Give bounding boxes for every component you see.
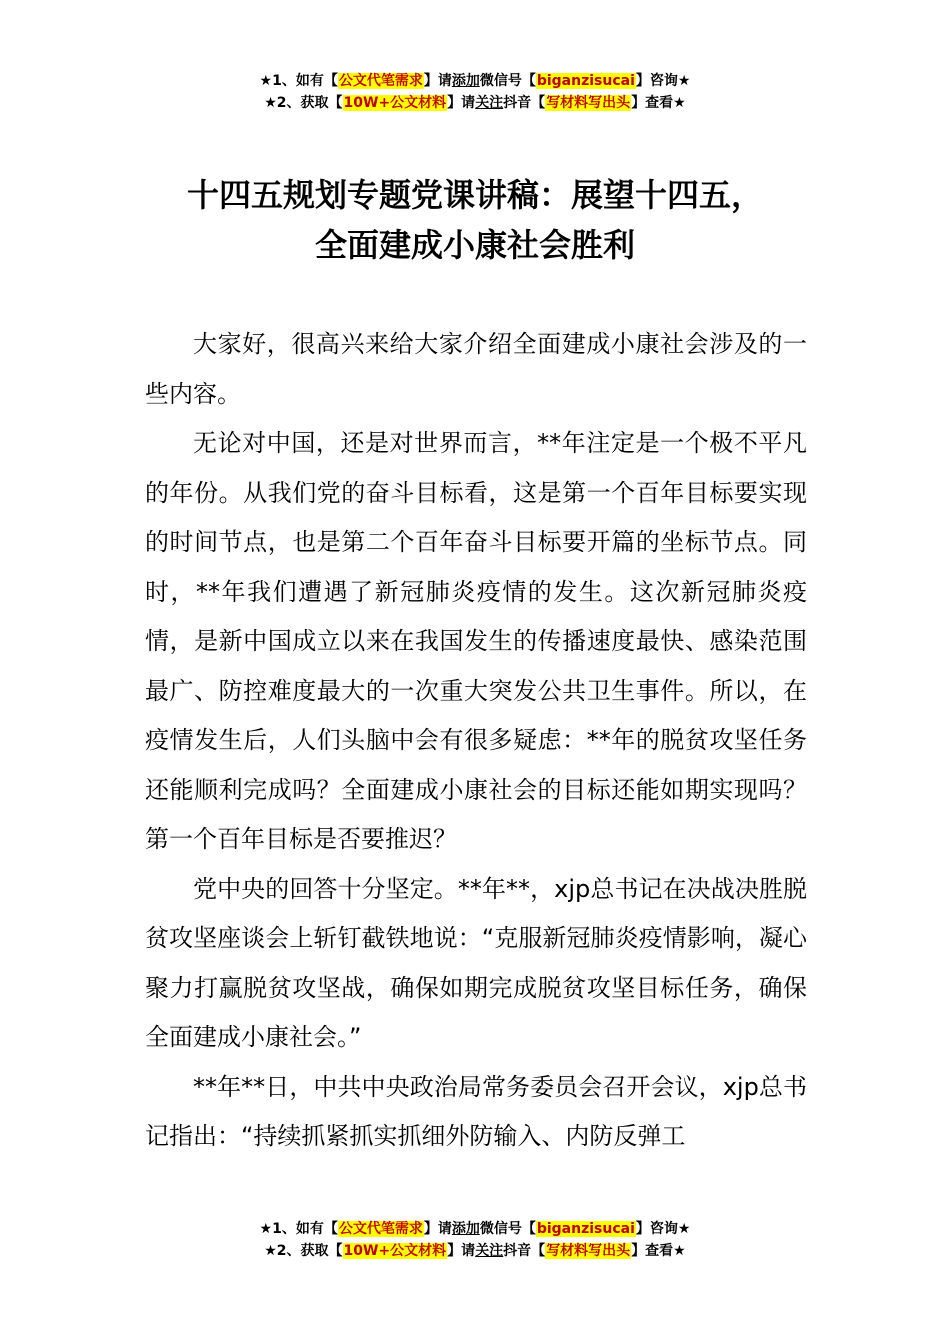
highlight-materials: 10W+公文材料 xyxy=(343,95,447,111)
banner-line-2: ★2、获取【10W+公文材料】请关注抖音【写材料写出头】查看★ xyxy=(264,95,686,111)
paragraph: 大家好，很高兴来给大家介绍全面建成小康社会涉及的一些内容。 xyxy=(145,330,807,408)
header-banner xyxy=(0,70,950,114)
paragraph: 无论对中国，还是对世界而言，**年注定是一个极不平凡的年份。从我们党的奋斗目标看，这是第一个百年目标要实现的时间节点，也是第二个百年奋斗目标要开篇的坐标节点。同时，**年我们遭遇了新冠肺炎疫情的发生。这次新冠肺炎疫情，是新中国成立以来在我国发生的传播速度最快、感染范围最广、防控难度最大的一次重大突发公共卫生事件。所以，在疫情发生后，人们头脑中会有很多疑虑：**年的脱贫攻坚任务还能顺利完成吗？全面建成小康社会的目标还能如期实现吗？第一个百年目标是否要推迟？ xyxy=(145,429,807,853)
highlight-materials: 10W+公文材料 xyxy=(343,1243,447,1259)
document-body xyxy=(145,320,807,1162)
banner-line-1: ★1、如有【公文代笔需求】请添加微信号【biganzisucai】咨询★ xyxy=(259,1221,691,1237)
document-title xyxy=(0,170,950,270)
highlight-service: 公文代笔需求 xyxy=(338,73,423,89)
title-line-2: 全面建成小康社会胜利 xyxy=(314,226,635,264)
highlight-wechat-id: biganzisucai xyxy=(536,73,635,89)
highlight-douyin: 写材料写出头 xyxy=(546,1243,631,1259)
title-line-1: 十四五规划专题党课讲稿：展望十四五， xyxy=(186,176,763,214)
banner-line-2: ★2、获取【10W+公文材料】请关注抖音【写材料写出头】查看★ xyxy=(264,1243,686,1259)
paragraph: **年**日，中共中央政治局常务委员会召开会议，xjp总书记指出：“持续抓紧抓实抓细外防输入、内防反弹工 xyxy=(145,1072,807,1150)
banner-line-1: ★1、如有【公文代笔需求】请添加微信号【biganzisucai】咨询★ xyxy=(259,73,691,89)
footer-banner xyxy=(0,1218,950,1262)
highlight-wechat-id: biganzisucai xyxy=(536,1221,635,1237)
highlight-douyin: 写材料写出头 xyxy=(546,95,631,111)
paragraph: 党中央的回答十分坚定。**年**，xjp总书记在决战决胜脱贫攻坚座谈会上斩钉截铁地说：“克服新冠肺炎疫情影响，凝心聚力打赢脱贫攻坚战，确保如期完成脱贫攻坚目标任务，确保全面建成小康社会。” xyxy=(145,874,807,1051)
highlight-service: 公文代笔需求 xyxy=(338,1221,423,1237)
